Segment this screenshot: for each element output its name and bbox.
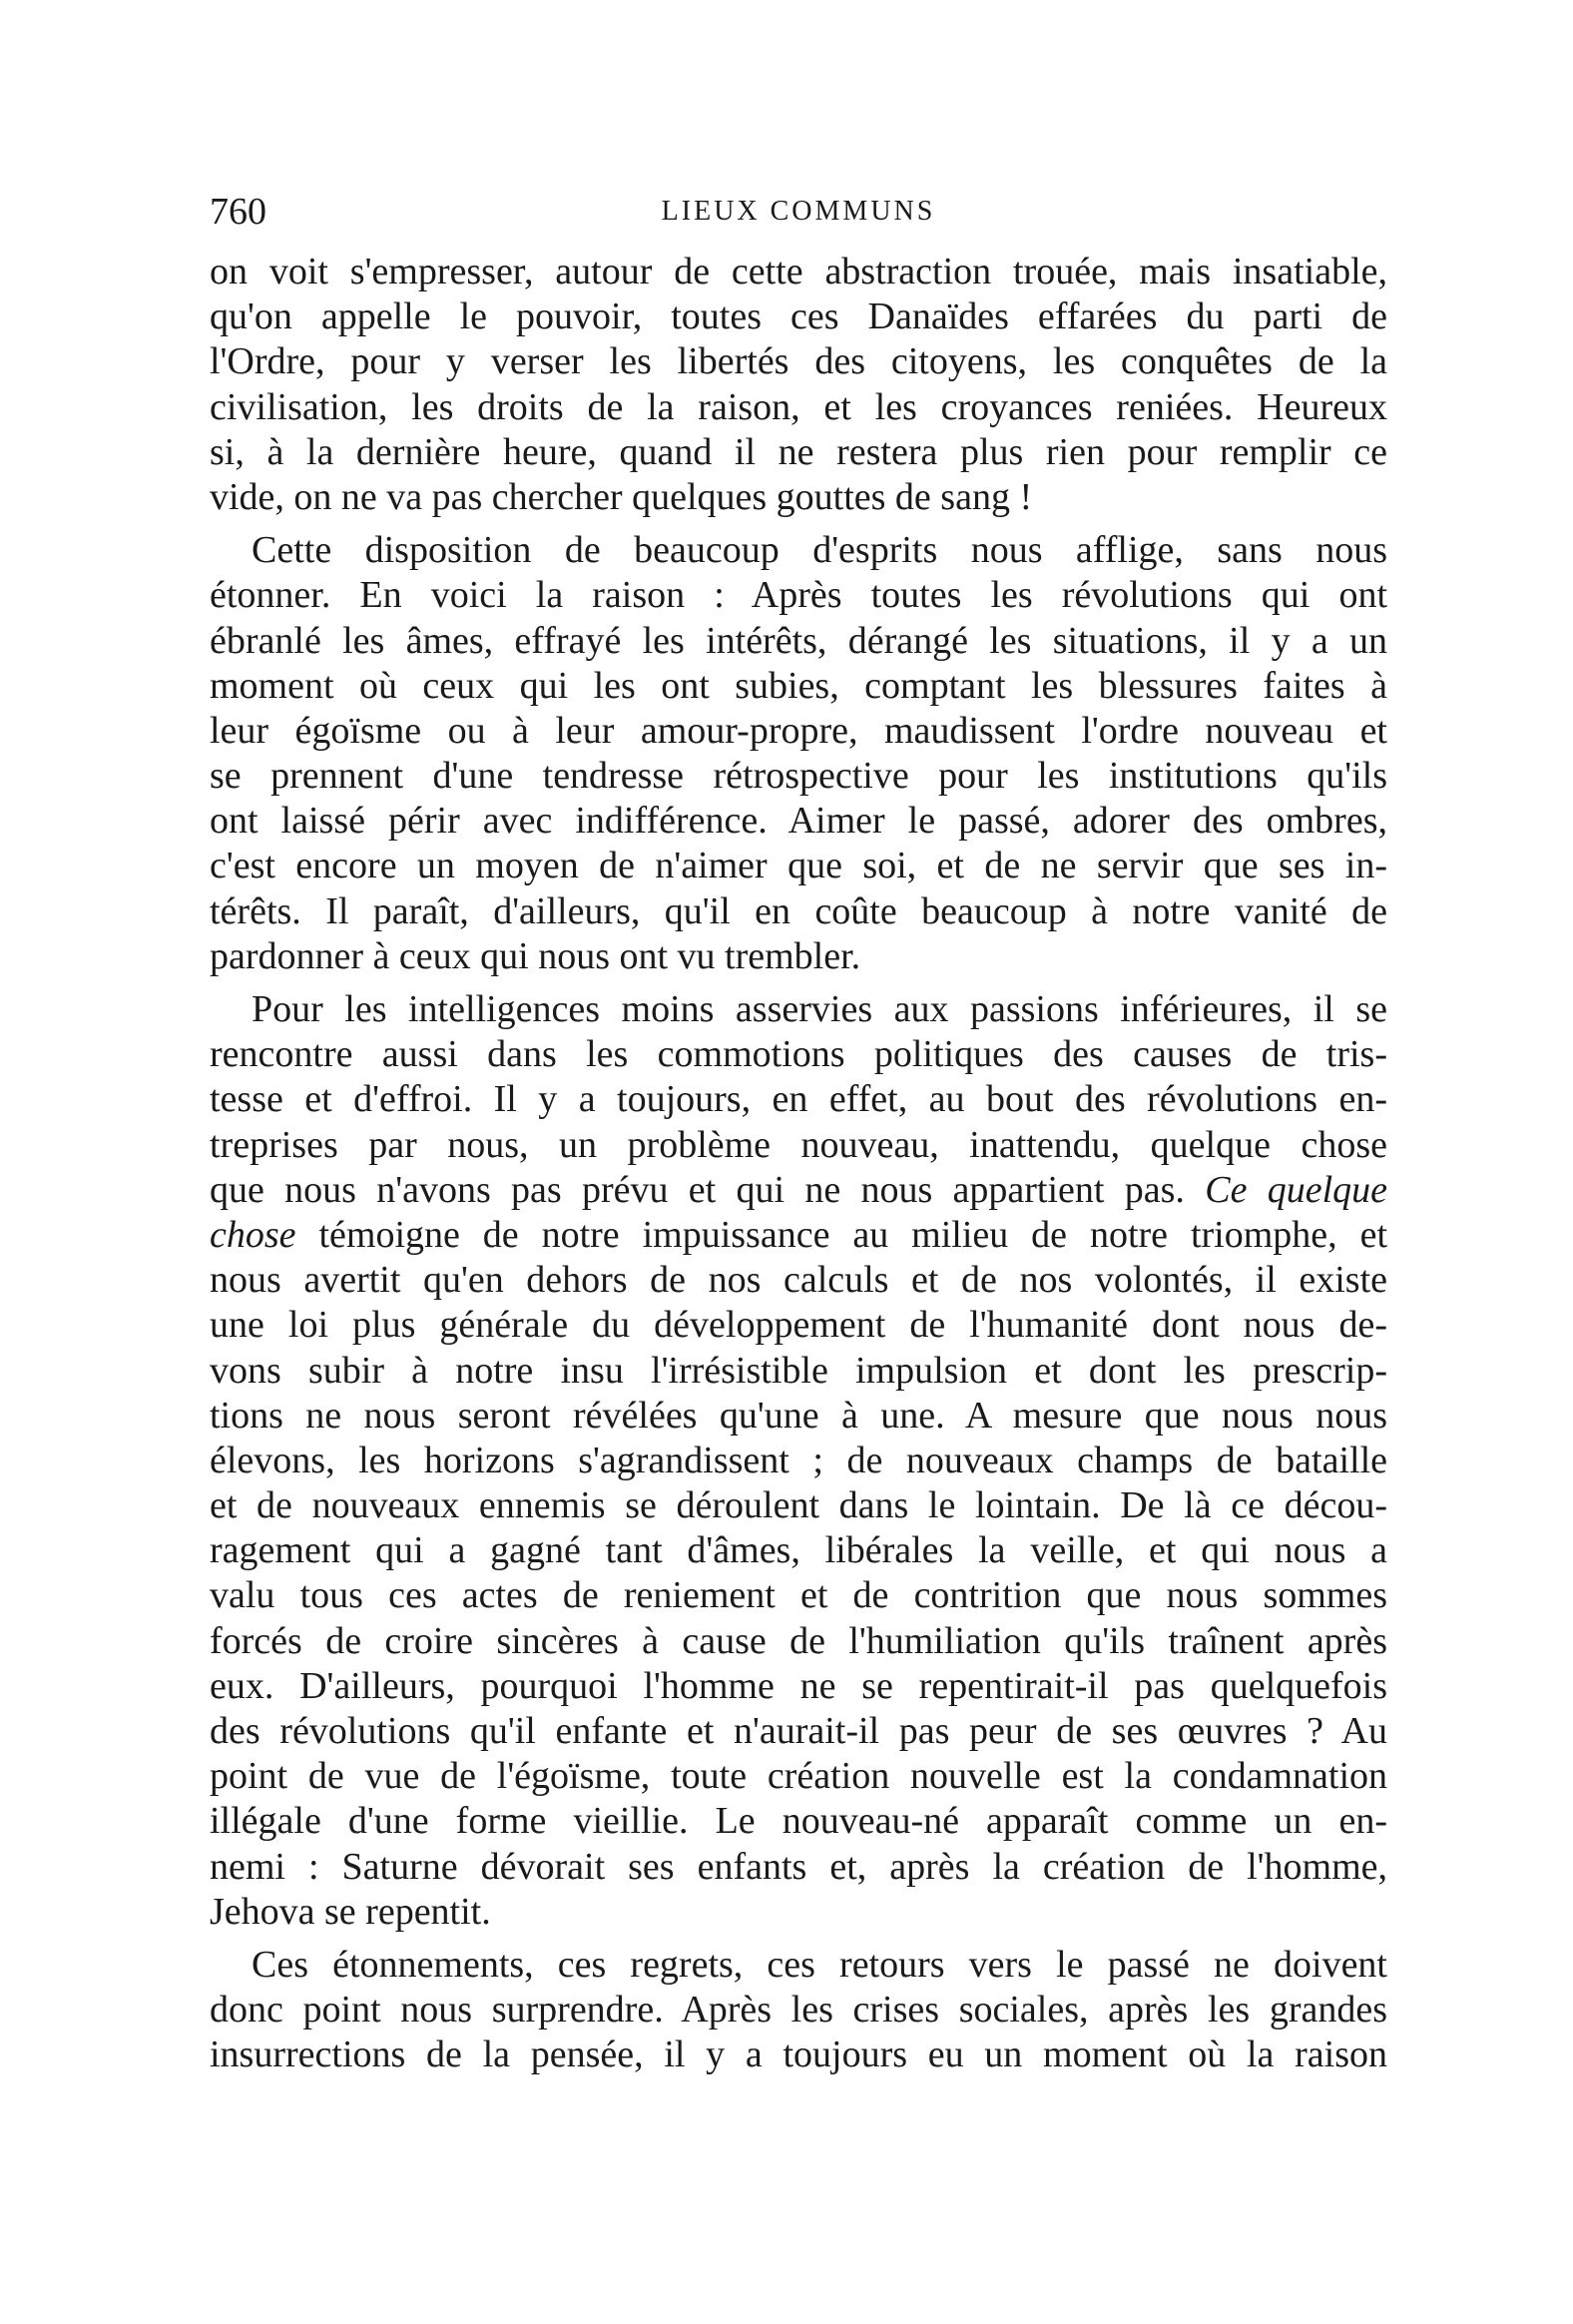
text-line: valu tous ces actes de reniement et de contrition que nous sommes [210,1574,1387,1617]
text-line: moment où ceux qui les ont subies, comptant les blessures faites à [210,664,1387,707]
running-title: LIEUX COMMUNS [661,196,936,227]
text-line: vons subir à notre insu l'irrésistible impulsion et dont les prescrip- [210,1349,1387,1392]
text-line: térêts. Il paraît, d'ailleurs, qu'il en coûte beaucoup à notre vanité de [210,889,1387,932]
text-segment: témoigne de notre impuissance au milieu de notre triomphe, et [318,1213,1387,1256]
text-line: ragement qui a gagné tant d'âmes, libérales la veille, et qui nous a [210,1529,1387,1572]
text-line: tesse et d'effroi. Il y a toujours, en effet, au bout des révolutions en- [210,1078,1387,1121]
page-number: 760 [210,191,266,233]
text-segment: que nous n'avons pas prévu et qui ne nous appartient pas. [210,1168,1185,1211]
text-line: si, à la dernière heure, quand il ne restera plus rien pour remplir ce [210,430,1387,473]
text-line: étonner. En voici la raison : Après toutes les révolutions qui ont [210,574,1387,617]
text-line: l'Ordre, pour y verser les libertés des citoyens, les conquêtes de la [210,340,1387,383]
text-line: ébranlé les âmes, effrayé les intérêts, dérangé les situations, il y a un [210,619,1387,662]
text-line: une loi plus générale du développement de l'humanité dont nous de- [210,1304,1387,1347]
text-line: point de vue de l'égoïsme, toute création nouvelle est la condamnation [210,1755,1387,1798]
text-line: nous avertit qu'en dehors de nos calculs et de nos volontés, il existe [210,1259,1387,1302]
text-line: forcés de croire sincères à cause de l'humiliation qu'ils traînent après [210,1619,1387,1662]
text-line: donc point nous surprendre. Après les crises sociales, après les grandes [210,1989,1387,2032]
paragraph-4 [210,1943,1387,2078]
text-line: pardonner à ceux qui nous ont vu trembler. [210,934,861,977]
text-line: Pour les intelligences moins asservies aux passions inférieures, il se [252,988,1387,1030]
paragraph-2 [210,528,1387,979]
text-line: insurrections de la pensée, il y a toujours eu un moment où la raison [210,2034,1387,2076]
text-line: Cette disposition de beaucoup d'esprits nous afflige, sans nous [252,529,1387,572]
text-line: rencontre aussi dans les commotions politiques des causes de tris- [210,1033,1387,1076]
text-line: c'est encore un moyen de n'aimer que soi, et de ne servir que ses in- [210,845,1387,887]
text-line: treprises par nous, un problème nouveau, inattendu, quelque chose [210,1123,1387,1166]
text-line: eux. D'ailleurs, pourquoi l'homme ne se repentirait-il pas quelquefois [210,1664,1387,1707]
body-text [210,250,1387,2078]
text-line: civilisation, les droits de la raison, et les croyances reniées. Heureux [210,385,1387,428]
text-line: qu'on appelle le pouvoir, toutes ces Danaïdes effarées du parti de [210,295,1387,338]
text-line: et de nouveaux ennemis se déroulent dans le lointain. De là ce décou- [210,1484,1387,1527]
text-line: vide, on ne va pas chercher quelques gouttes de sang ! [210,475,1033,518]
running-head [210,188,1387,236]
text-line: nemi : Saturne dévorait ses enfants et, après la création de l'homme, [210,1845,1387,1888]
text-line: se prennent d'une tendresse rétrospective pour les institutions qu'ils [210,755,1387,798]
text-line: leur égoïsme ou à leur amour-propre, maudissent l'ordre nouveau et [210,709,1387,752]
text-line: tions ne nous seront révélées qu'une à une. A mesure que nous nous [210,1394,1387,1437]
text-line: élevons, les horizons s'agrandissent ; de nouveaux champs de bataille [210,1439,1387,1481]
paragraph-1 [210,250,1387,520]
text-line: Jehova se repentit. [210,1890,491,1933]
text-line-with-italic [210,1168,1387,1213]
text-line: des révolutions qu'il enfante et n'aurait-il pas peur de ses œuvres ? Au [210,1710,1387,1752]
text-line: on voit s'empresser, autour de cette abstraction trouée, mais insatiable, [210,251,1387,292]
text-line: Ces étonnements, ces regrets, ces retours vers le passé ne doivent [252,1943,1387,1986]
italic-phrase: chose [210,1213,296,1256]
paragraph-3 [210,987,1387,1935]
text-line: ont laissé périr avec indifférence. Aimer le passé, adorer des ombres, [210,800,1387,843]
italic-phrase: Ce quelque [1205,1168,1387,1211]
text-line: illégale d'une forme vieillie. Le nouveau-né apparaît comme un en- [210,1800,1387,1843]
text-line-with-italic [210,1213,1387,1258]
